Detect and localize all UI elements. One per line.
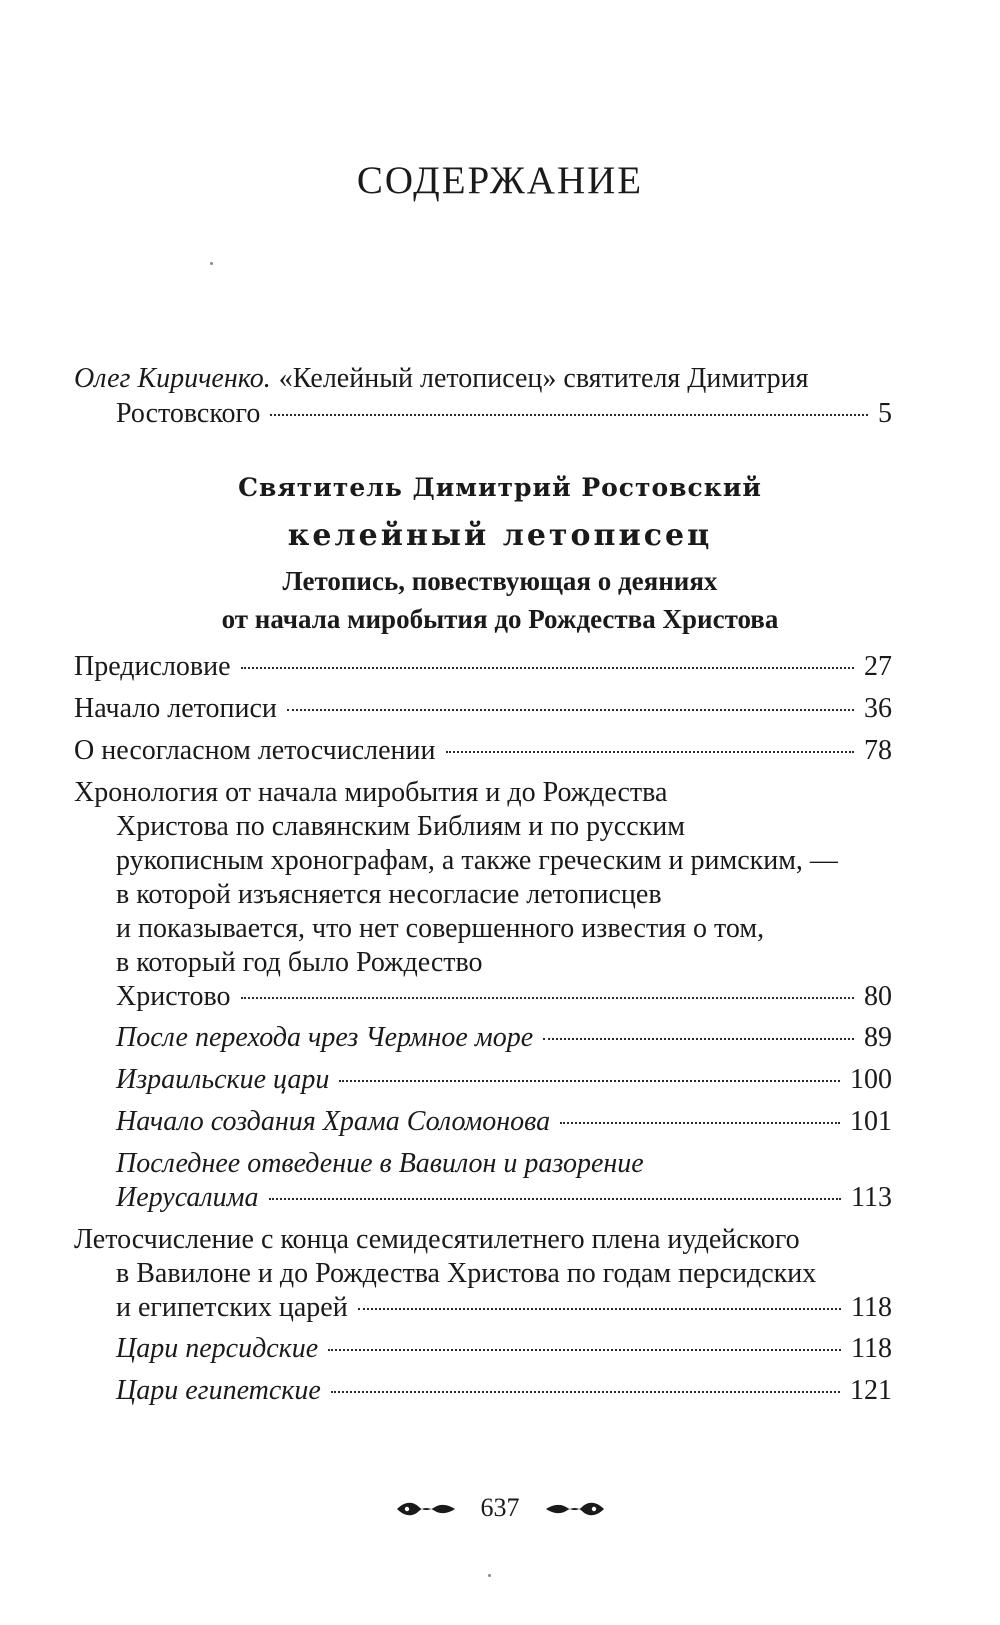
section-subtitle-line2: от начала миробытия до Рождества Христова <box>221 604 779 634</box>
chronology-line <box>116 844 892 877</box>
leader-dots <box>269 1198 842 1200</box>
chronology-line <box>116 980 892 1013</box>
toc-subentry <box>116 1181 892 1214</box>
section-author: Святитель Димитрий Ростовский <box>238 473 762 502</box>
intro-title: «Келейный летописец» святителя Димитрия <box>278 363 809 394</box>
subentry-title: Цари персидские <box>116 1333 319 1364</box>
chronology-line <box>74 776 892 809</box>
toc-entry <box>74 650 892 683</box>
entry-title: Начало летописи <box>74 693 277 724</box>
leader-dots <box>339 1080 840 1082</box>
page-number: 121 <box>850 1375 892 1406</box>
entry-title-cont: Христова по славянским Библиям и по русским <box>116 811 685 842</box>
page-number: 5 <box>878 398 892 429</box>
toc-subentry <box>116 1147 892 1180</box>
section-subtitle-line1: Летопись, повествующая о деяниях <box>282 566 718 596</box>
subentry-title: Израильские цари <box>116 1064 330 1095</box>
leader-dots <box>560 1122 840 1124</box>
page-number: 118 <box>851 1292 892 1323</box>
page-number: 89 <box>864 1022 892 1053</box>
page-number: 118 <box>851 1333 892 1364</box>
subentry-title-cont: Иерусалима <box>116 1182 259 1213</box>
page-number: 100 <box>850 1064 892 1095</box>
entry-title-cont: Христово <box>116 981 231 1012</box>
entry-title: О несогласном летосчислении <box>74 735 436 766</box>
toc-subentry <box>116 1332 892 1365</box>
chronology-line <box>116 912 892 945</box>
leader-dots <box>543 1038 854 1040</box>
entry-title-cont: в Вавилоне и до Рождества Христова по годам персидских <box>116 1258 817 1289</box>
right-ornament-icon <box>542 1497 606 1519</box>
leader-dots <box>446 751 855 753</box>
toc-subentry <box>116 1063 892 1096</box>
entry-title: Летосчисление с конца семидесятилетнего плена иудейского <box>74 1224 800 1255</box>
page-number: 36 <box>864 693 892 724</box>
chronology-line <box>116 810 892 843</box>
paper-speck <box>210 262 213 265</box>
toc-subentry <box>116 1021 892 1054</box>
entry-title-cont: в которой изъясняется несогласие летописцев <box>116 879 662 910</box>
toc-entry <box>74 692 892 725</box>
leader-dots <box>358 1308 841 1310</box>
toc-subentry <box>116 1105 892 1138</box>
toc-subentry <box>116 1374 892 1407</box>
reckoning-line <box>116 1291 892 1324</box>
entry-title-cont: в который год было Рождество <box>116 947 483 978</box>
page-number: 78 <box>864 735 892 766</box>
page-number: 101 <box>850 1106 892 1137</box>
entry-title-cont: рукописным хронографам, а также греческим и римским, — <box>116 845 838 876</box>
paper-speck <box>488 1574 491 1577</box>
reckoning-line <box>116 1257 892 1290</box>
subentry-title: Последнее отведение в Вавилон и разорение <box>116 1148 644 1179</box>
leader-dots <box>287 709 854 711</box>
section-book-title: келейный летописец <box>287 518 713 553</box>
entry-title-cont: и египетских царей <box>116 1292 348 1323</box>
entry-title: Предисловие <box>74 651 231 682</box>
subentry-title: После перехода чрез Чермное море <box>116 1022 534 1053</box>
page-number: 27 <box>864 651 892 682</box>
chronology-line <box>116 878 892 911</box>
toc-entry <box>74 734 892 767</box>
intro-entry-line1 <box>74 362 892 395</box>
page-title: СОДЕРЖАНИЕ <box>356 159 644 202</box>
page-number: 113 <box>851 1182 892 1213</box>
page-footer <box>0 1493 1000 1523</box>
entry-title-cont: и показывается, что нет совершенного известия о том, <box>116 913 765 944</box>
intro-title-cont: Ростовского <box>116 398 261 429</box>
entry-title: Хронология от начала миробытия и до Рождества <box>74 777 668 808</box>
left-ornament-icon <box>395 1497 459 1519</box>
page-number: 80 <box>864 981 892 1012</box>
leader-dots <box>328 1349 841 1351</box>
subentry-title: Начало создания Храма Соломонова <box>116 1106 551 1137</box>
chronology-line <box>116 946 892 979</box>
reckoning-line <box>74 1223 892 1256</box>
leader-dots <box>270 414 868 416</box>
leader-dots <box>331 1391 840 1393</box>
subentry-title: Цари египетские <box>116 1375 321 1406</box>
intro-entry-line2 <box>116 397 892 430</box>
leader-dots <box>241 667 854 669</box>
page-number-footer: 637 <box>480 1493 520 1522</box>
intro-author: Олег Кириченко. <box>74 363 271 394</box>
leader-dots <box>241 997 854 999</box>
